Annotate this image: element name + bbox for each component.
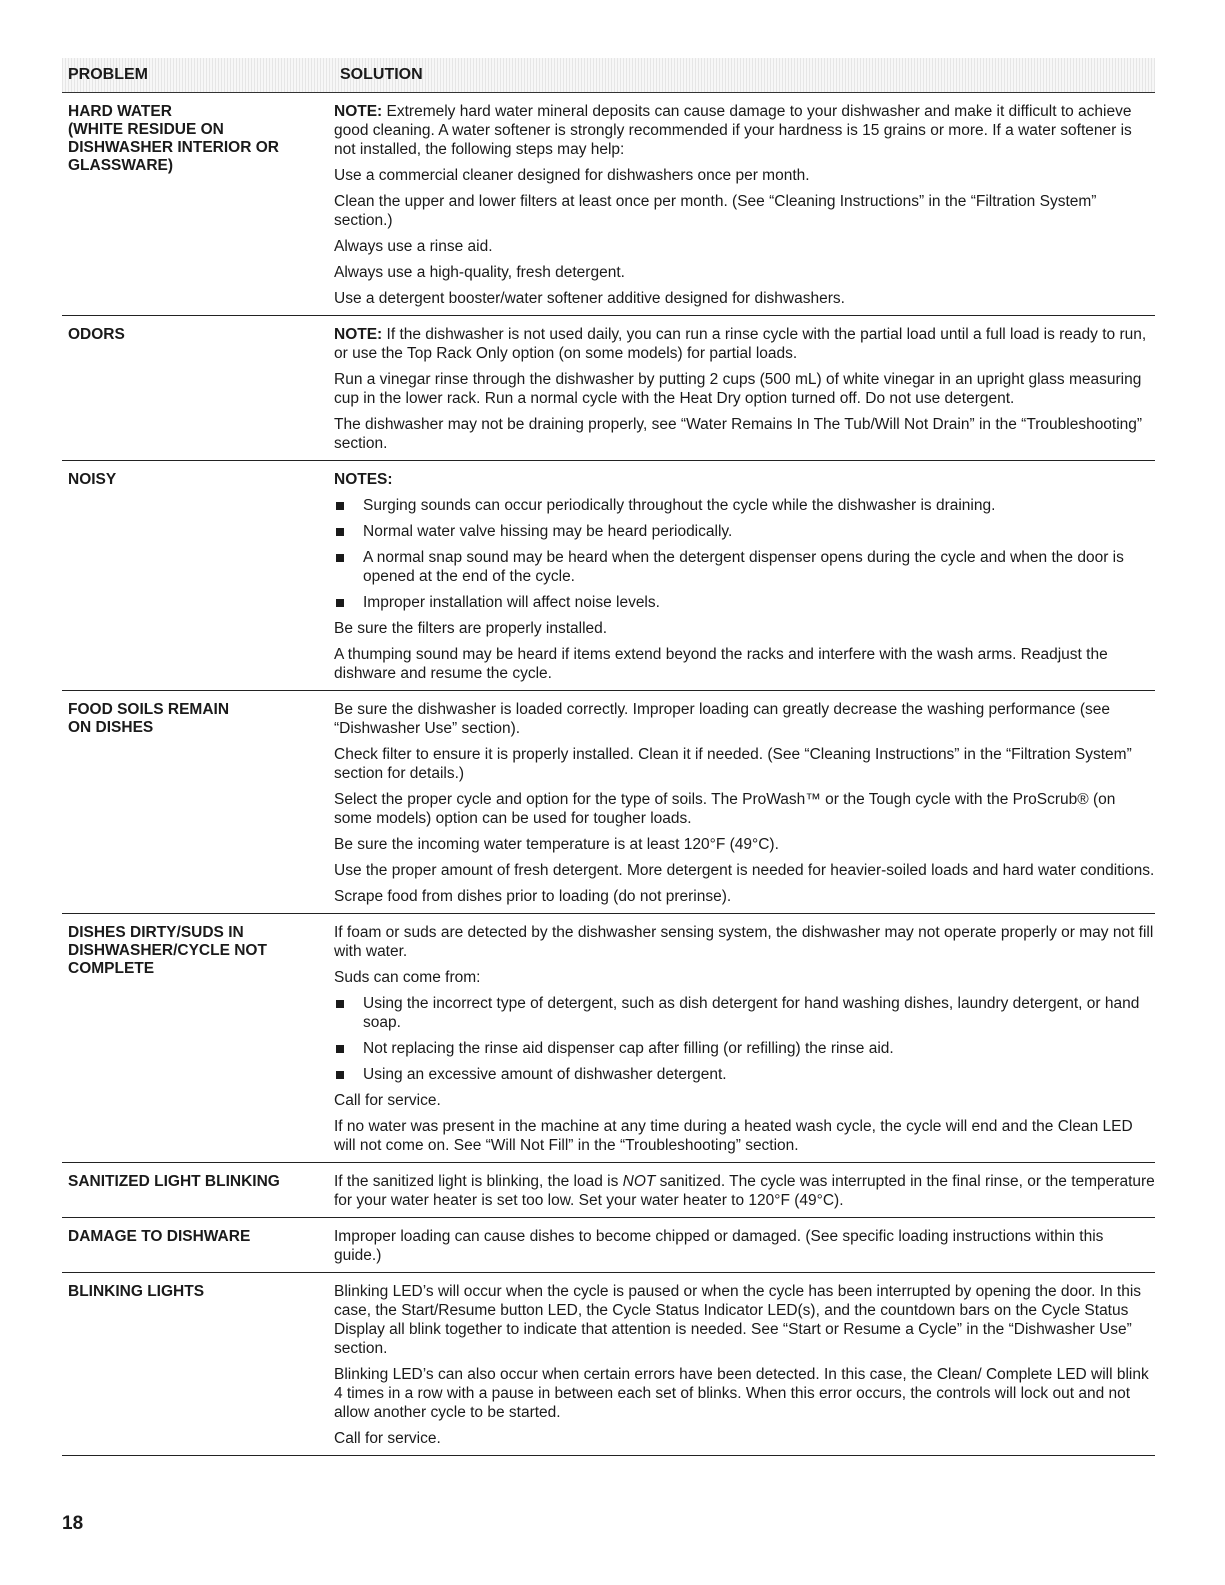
note-paragraph: [334, 470, 1155, 489]
note-label: NOTES:: [334, 471, 393, 488]
solution-paragraph: Call for service.: [334, 1430, 441, 1447]
solution-paragraph: Improper loading can cause dishes to become chipped or damaged. (See specific loading instructions within this guide.): [334, 1228, 1104, 1264]
problem-cell: HARD WATER (WHITE RESIDUE ON DISHWASHER INTERIOR OR GLASSWARE): [68, 103, 279, 174]
solution-paragraph: Blinking LED’s will occur when the cycle is paused or when the cycle has been interrupted by opening the door. In this case, the Start/Resume button LED, the Cycle Status Indicator LED(s), and the countdown bars on the Cycle Status Display all blink together to indicate that attention is needed. See “Start or Resume a Cycle” in the “Dishwasher Use” section.: [334, 1283, 1142, 1357]
solution-cell: [334, 700, 1155, 906]
troubleshooting-table: [62, 58, 1155, 1456]
solution-paragraph: The dishwasher may not be draining properly, see “Water Remains In The Tub/Will Not Drain” in the “Troubleshooting” section.: [334, 416, 1143, 452]
solution-paragraph: Be sure the dishwasher is loaded correctly. Improper loading can greatly decrease the washing performance (see “Dishwasher Use” section).: [334, 701, 1110, 737]
note-text: If the dishwasher is not used daily, you can run a rinse cycle with the partial load until a full load is ready to run, or use the Top Rack Only option (on some models) for partial loads.: [334, 326, 1147, 362]
table-row: [62, 914, 1155, 1163]
solution-paragraph: A thumping sound may be heard if items extend beyond the racks and interfere with the wash arms. Readjust the dishware and resume the cycle.: [334, 646, 1108, 682]
problem-cell: DISHES DIRTY/SUDS IN DISHWASHER/CYCLE NOT COMPLETE: [68, 924, 267, 977]
solution-column-header: SOLUTION: [340, 66, 423, 83]
solution-paragraph: Always use a rinse aid.: [334, 238, 493, 255]
solution-cell: [334, 325, 1155, 453]
solution-cell: [334, 1282, 1155, 1448]
table-row: [62, 316, 1155, 461]
bullet-item: Using the incorrect type of detergent, such as dish detergent for hand washing dishes, laundry detergent, or hand soap.: [334, 994, 1155, 1032]
note-text: Extremely hard water mineral deposits can cause damage to your dishwasher and make it difficult to achieve good cleaning. A water softener is strongly recommended if your hardness is 15 grains or more. If a water softener is not installed, the following steps may help:: [334, 103, 1132, 158]
solution-paragraph: Use a detergent booster/water softener additive designed for dishwashers.: [334, 290, 845, 307]
solution-cell: [334, 102, 1155, 308]
solution-paragraph: Be sure the filters are properly installed.: [334, 620, 608, 637]
note-label: NOTE:: [334, 103, 383, 120]
problem-cell: FOOD SOILS REMAIN ON DISHES: [68, 701, 230, 736]
bullet-item: A normal snap sound may be heard when the detergent dispenser opens during the cycle and when the door is opened at the end of the cycle.: [334, 548, 1155, 586]
solution-paragraph: Call for service.: [334, 1092, 441, 1109]
solution-cell: [334, 923, 1155, 1155]
table-row: [62, 1273, 1155, 1456]
table-row: [62, 691, 1155, 914]
problem-cell: DAMAGE TO DISHWARE: [68, 1228, 251, 1245]
table-row: [62, 93, 1155, 316]
table-row: [62, 461, 1155, 691]
solution-paragraph: Always use a high-quality, fresh detergent.: [334, 264, 625, 281]
bullet-item: Normal water valve hissing may be heard periodically.: [334, 522, 1155, 541]
solution-paragraph: Use a commercial cleaner designed for dishwashers once per month.: [334, 167, 810, 184]
solution-paragraph: Select the proper cycle and option for the type of soils. The ProWash™ or the Tough cycle with the ProScrub® (on some models) option can be used for tougher loads.: [334, 791, 1116, 827]
solution-paragraph: Suds can come from:: [334, 969, 481, 986]
solution-paragraph: Scrape food from dishes prior to loading (do not prerinse).: [334, 888, 732, 905]
note-paragraph: [334, 325, 1155, 363]
solution-cell: [334, 1172, 1155, 1210]
note-paragraph: [334, 102, 1155, 159]
bullet-item: Using an excessive amount of dishwasher detergent.: [334, 1065, 1155, 1084]
solution-cell: [334, 1227, 1155, 1265]
problem-cell: ODORS: [68, 326, 125, 343]
solution-paragraph: Use the proper amount of fresh detergent. More detergent is needed for heavier-soiled loads and hard water conditions.: [334, 862, 1155, 879]
bullet-item: Not replacing the rinse aid dispenser cap after filling (or refilling) the rinse aid.: [334, 1039, 1155, 1058]
solution-paragraph: Clean the upper and lower filters at least once per month. (See “Cleaning Instructions” in the “Filtration System” section.): [334, 193, 1097, 229]
solution-cell: [334, 470, 1155, 683]
page-number: 18: [62, 1513, 84, 1534]
table-header: [62, 58, 1155, 93]
solution-paragraph: If the sanitized light is blinking, the load is NOT sanitized. The cycle was interrupted in the final rinse, or the temperature for your water heater is set too low. Set your water heater to 120°F (49°C).: [334, 1173, 1155, 1209]
solution-paragraph: Blinking LED’s can also occur when certain errors have been detected. In this case, the Clean/ Complete LED will blink 4 times in a row with a pause in between each set of blinks. When this error occurs, the controls will lock out and not allow another cycle to be started.: [334, 1366, 1149, 1421]
bullet-item: Surging sounds can occur periodically throughout the cycle while the dishwasher is draining.: [334, 496, 1155, 515]
problem-column-header: PROBLEM: [68, 66, 148, 83]
note-label: NOTE:: [334, 326, 383, 343]
bullet-item: Improper installation will affect noise levels.: [334, 593, 1155, 612]
solution-paragraph: Be sure the incoming water temperature is at least 120°F (49°C).: [334, 836, 779, 853]
solution-paragraph: Run a vinegar rinse through the dishwasher by putting 2 cups (500 mL) of white vinegar in an upright glass measuring cup in the lower rack. Run a normal cycle with the Heat Dry option turned off. Do not use detergent.: [334, 371, 1142, 407]
problem-cell: SANITIZED LIGHT BLINKING: [68, 1173, 280, 1190]
table-body: [62, 93, 1155, 1456]
solution-paragraph: If no water was present in the machine at any time during a heated wash cycle, the cycle will end and the Clean LED will not come on. See “Will Not Fill” in the “Troubleshooting” section.: [334, 1118, 1133, 1154]
table-row: [62, 1218, 1155, 1273]
problem-cell: NOISY: [68, 471, 117, 488]
solution-paragraph: If foam or suds are detected by the dishwasher sensing system, the dishwasher may not operate properly or may not fill with water.: [334, 924, 1154, 960]
solution-paragraph: Check filter to ensure it is properly installed. Clean it if needed. (See “Cleaning Instructions” in the “Filtration System” section for details.): [334, 746, 1132, 782]
problem-cell: BLINKING LIGHTS: [68, 1283, 205, 1300]
table-row: [62, 1163, 1155, 1218]
